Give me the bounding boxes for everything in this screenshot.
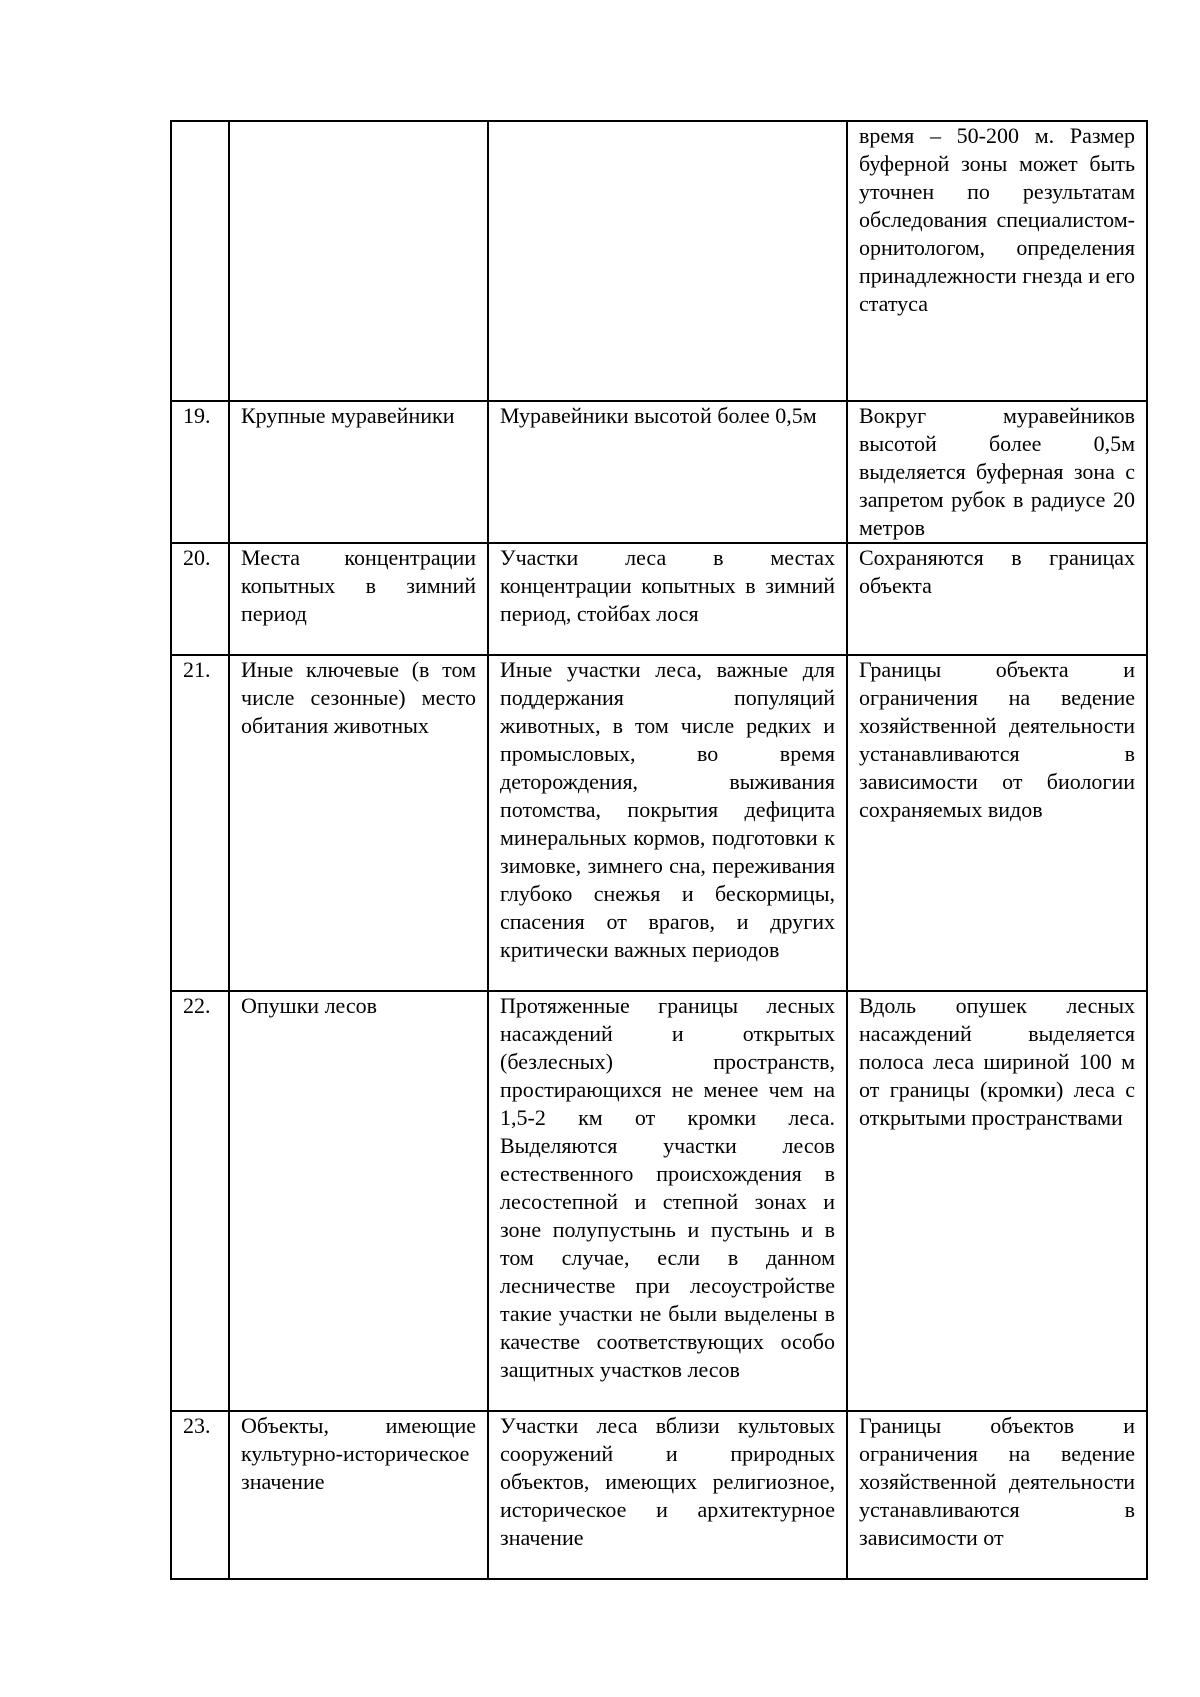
table-row-continuation <box>171 121 1147 401</box>
document-table <box>170 120 1148 1580</box>
cell-note: время – 50-200 м. Размер буферной зоны может быть уточнен по результатам обследования специалистом-орнитологом, определения принадлежности гнезда и его статуса <box>847 121 1147 401</box>
cell-object-name: Места концентрации копытных в зимний период <box>229 543 488 655</box>
cell-object-name: Опушки лесов <box>229 991 488 1411</box>
cell-number: 21. <box>171 655 229 991</box>
cell-description: Протяженные границы лесных насаждений и открытых (безлесных) пространств, простирающихся не менее чем на 1,5-2 км от кромки леса. Выделяются участки лесов естественного происхождения в лесостепной и степной зонах и зоне полупустынь и пустынь и в том случае, если в данном лесничестве при лесоустройстве такие участки не были выделены в качестве соответствующих особо защитных участков лесов <box>488 991 847 1411</box>
cell-description <box>488 121 847 401</box>
table-row <box>171 543 1147 655</box>
cell-description: Участки леса в местах концентрации копытных в зимний период, стойбах лося <box>488 543 847 655</box>
cell-number: 19. <box>171 401 229 543</box>
table-row <box>171 991 1147 1411</box>
cell-description: Муравейники высотой более 0,5м <box>488 401 847 543</box>
cell-note: Вдоль опушек лесных насаждений выделяется полоса леса шириной 100 м от границы (кромки) леса с открытыми пространствами <box>847 991 1147 1411</box>
table-row <box>171 1411 1147 1579</box>
cell-note: Вокруг муравейников высотой более 0,5м выделяется буферная зона с запретом рубок в радиусе 20 метров <box>847 401 1147 543</box>
cell-number: 22. <box>171 991 229 1411</box>
cell-object-name: Объекты, имеющие культурно-историческое значение <box>229 1411 488 1579</box>
table-row <box>171 401 1147 543</box>
cell-note: Сохраняются в границах объекта <box>847 543 1147 655</box>
cell-description: Участки леса вблизи культовых сооружений и природных объектов, имеющих религиозное, историческое и архитектурное значение <box>488 1411 847 1579</box>
cell-object-name: Крупные муравейники <box>229 401 488 543</box>
cell-object-name: Иные ключевые (в том числе сезонные) место обитания животных <box>229 655 488 991</box>
cell-number: 20. <box>171 543 229 655</box>
cell-number <box>171 121 229 401</box>
cell-description: Иные участки леса, важные для поддержания популяций животных, в том числе редких и промысловых, во время деторождения, выживания потомства, покрытия дефицита минеральных кормов, подготовки к зимовке, зимнего сна, переживания глубоко снежья и бескормицы, спасения от врагов, и других критически важных периодов <box>488 655 847 991</box>
cell-note: Границы объектов и ограничения на ведение хозяйственной деятельности устанавливаются в зависимости от <box>847 1411 1147 1579</box>
cell-number: 23. <box>171 1411 229 1579</box>
table-row <box>171 655 1147 991</box>
cell-object-name <box>229 121 488 401</box>
cell-note: Границы объекта и ограничения на ведение хозяйственной деятельности устанавливаются в зависимости от биологии сохраняемых видов <box>847 655 1147 991</box>
